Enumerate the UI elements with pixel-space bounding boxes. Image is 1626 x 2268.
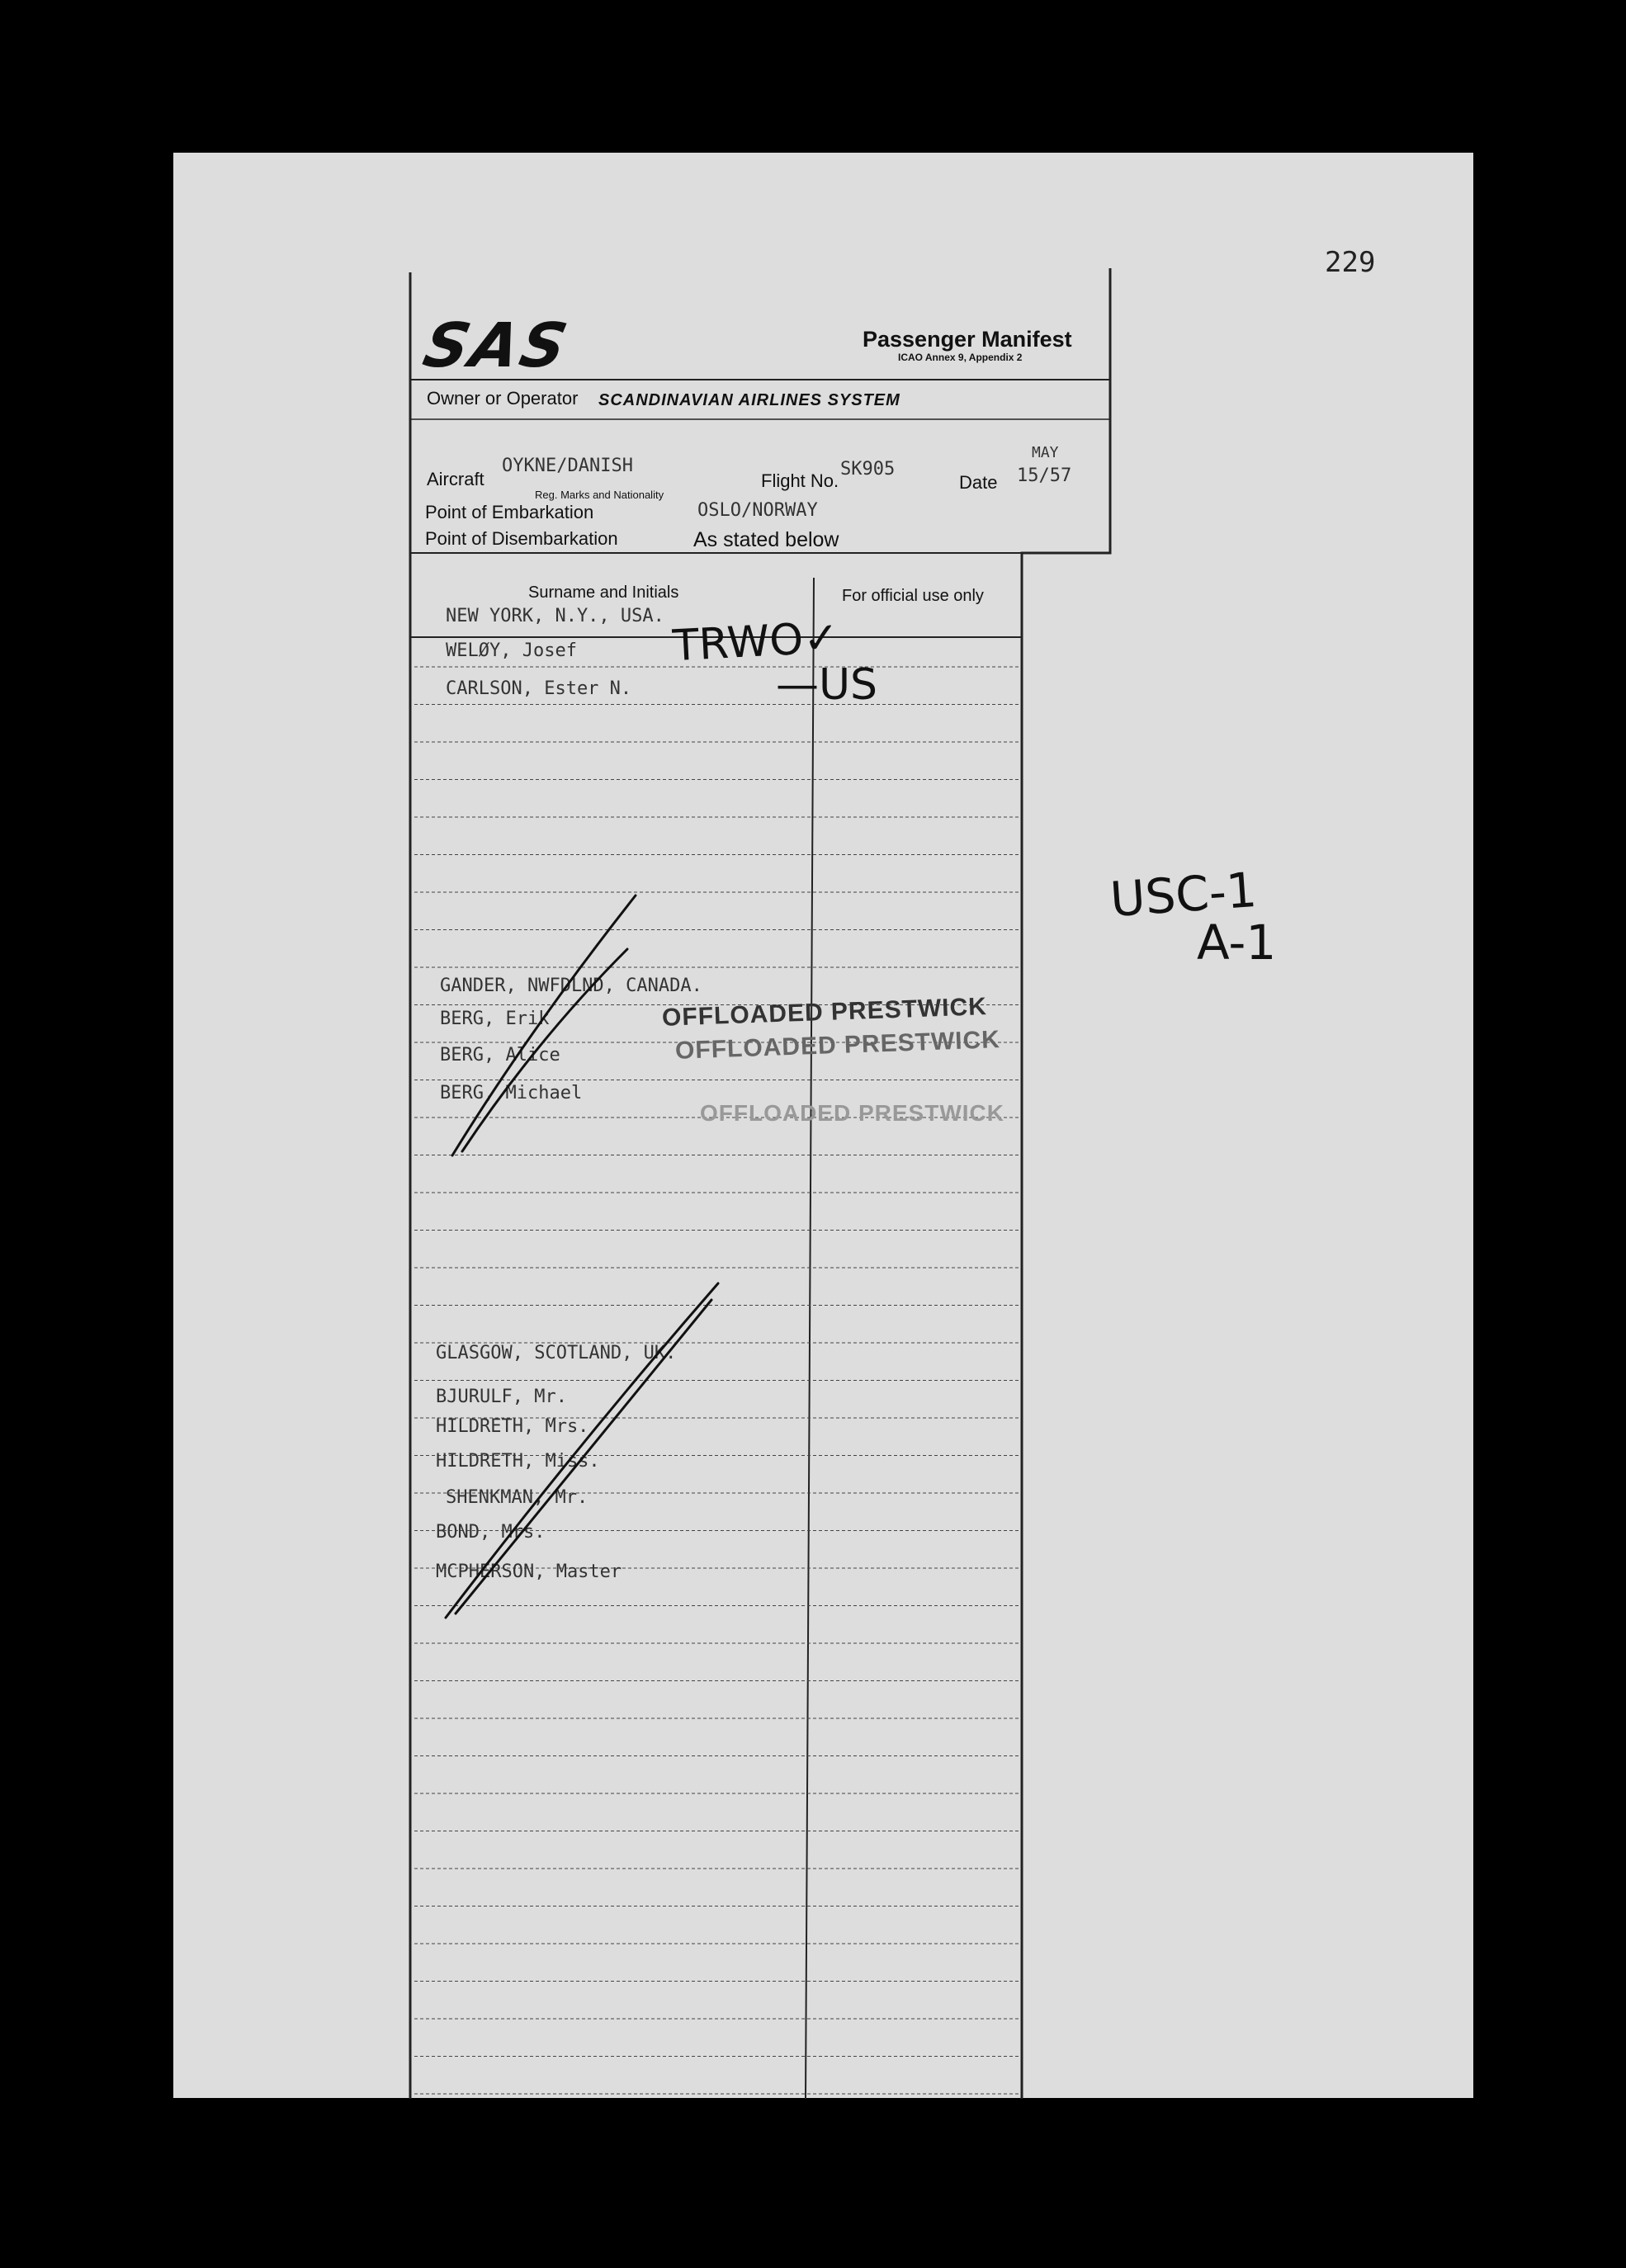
passenger-row: BOND, Mrs. bbox=[436, 1522, 546, 1543]
date-month: MAY bbox=[1032, 444, 1059, 461]
offloaded-stamp: OFFLOADED PRESTWICK bbox=[674, 1026, 1001, 1065]
aircraft-value: OYKNE/DANISH bbox=[502, 456, 633, 476]
form-subtitle: ICAO Annex 9, Appendix 2 bbox=[898, 352, 1023, 363]
handwritten-official-note: —US bbox=[776, 660, 878, 710]
disembark-label: Point of Disembarkation bbox=[425, 528, 618, 549]
passenger-row: BJURULF, Mr. bbox=[436, 1387, 567, 1407]
date-value: 15/57 bbox=[1017, 465, 1072, 486]
handwritten-official-note: TRWO✓ bbox=[671, 612, 841, 672]
embark-value: OSLO/NORWAY bbox=[697, 500, 818, 521]
column-header-names: Surname and Initials bbox=[528, 584, 679, 602]
owner-value: SCANDINAVIAN AIRLINES SYSTEM bbox=[598, 391, 900, 409]
destination-gander: GANDER, NWFDLND, CANADA. bbox=[440, 976, 702, 996]
sas-logo: SAS bbox=[417, 310, 576, 381]
passenger-row: BERG, Erik bbox=[440, 1009, 550, 1029]
destination-glasgow: GLASGOW, SCOTLAND, UK. bbox=[436, 1343, 677, 1363]
form-title: Passenger Manifest bbox=[863, 327, 1072, 352]
passenger-row: HILDRETH, Mrs. bbox=[436, 1416, 589, 1437]
aircraft-label: Aircraft bbox=[427, 469, 484, 489]
handwritten-margin-note: A-1 bbox=[1197, 914, 1277, 971]
offloaded-stamp: OFFLOADED PRESTWICK bbox=[661, 993, 988, 1032]
column-header-official: For official use only bbox=[842, 587, 984, 605]
reg-note: Reg. Marks and Nationality bbox=[535, 489, 664, 501]
disembark-value: As stated below bbox=[693, 528, 839, 551]
passenger-row: CARLSON, Ester N. bbox=[446, 678, 632, 699]
flight-value: SK905 bbox=[840, 459, 896, 480]
passenger-row: BERG, Michael bbox=[440, 1083, 583, 1103]
offloaded-stamp: OFFLOADED PRESTWICK bbox=[700, 1100, 1004, 1126]
page-number: 229 bbox=[1325, 246, 1376, 279]
destination-new-york: NEW YORK, N.Y., USA. bbox=[446, 606, 664, 626]
passenger-row: MCPHERSON, Master bbox=[436, 1562, 622, 1582]
passenger-row: SHENKMAN, Mr. bbox=[446, 1487, 588, 1508]
flight-label: Flight No. bbox=[761, 470, 839, 491]
passenger-row: WELØY, Josef bbox=[446, 640, 577, 661]
date-label: Date bbox=[959, 472, 998, 493]
embark-label: Point of Embarkation bbox=[425, 502, 594, 522]
passenger-row: HILDRETH, Miss. bbox=[436, 1451, 600, 1472]
handwritten-margin-note: USC-1 bbox=[1108, 861, 1259, 928]
passenger-row: BERG, Alice bbox=[440, 1045, 560, 1065]
owner-label: Owner or Operator bbox=[427, 388, 579, 409]
